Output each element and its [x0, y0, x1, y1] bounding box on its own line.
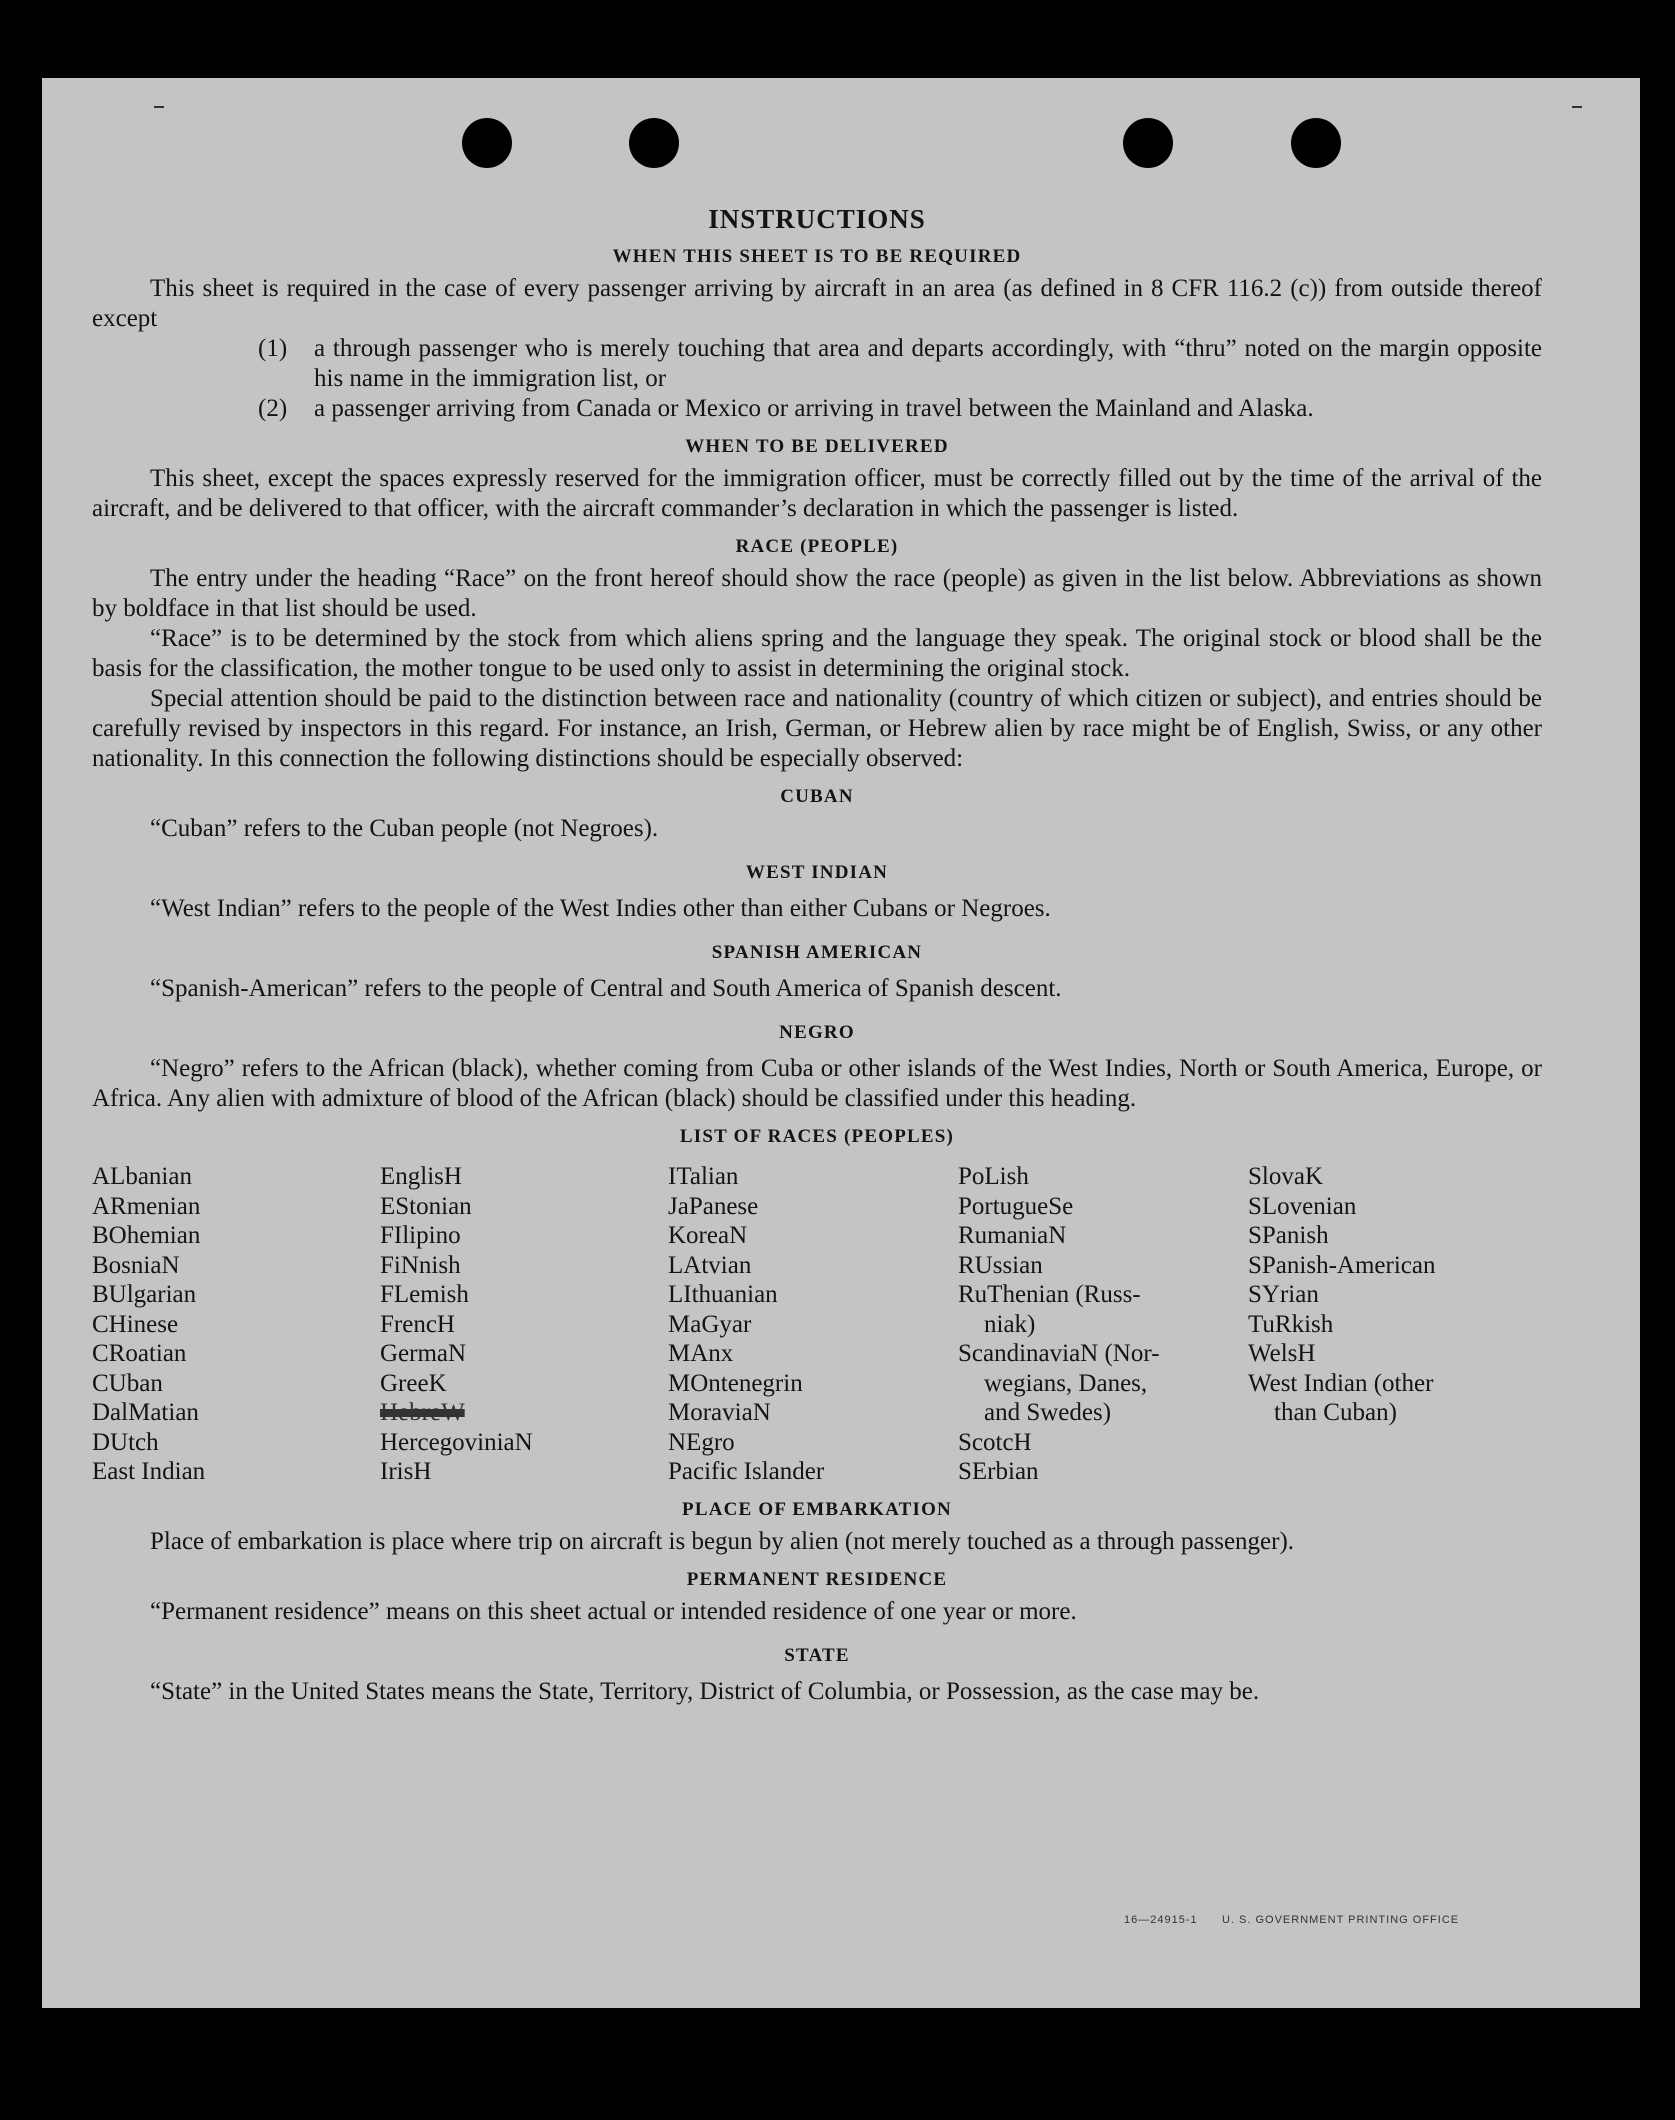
race-paragraph-3: Special attention should be paid to the distinction between race and nationality (country of which citizen or subject), and entries should be carefully revised by inspectors in this regard. For instance, an Irish, German, or Hebrew alien by race might be of English, Swiss, or any other nationality. In this connection the following distinctions should be especially observed: [92, 685, 1542, 772]
printer-imprint [1124, 1914, 1459, 1926]
race-paragraph-1: The entry under the heading “Race” on the front hereof should show the race (people) as given in the list below. Abbreviations as shown by boldface in that list should be used. [92, 565, 1542, 622]
exception-number: (1) [258, 335, 288, 362]
race-entry: RUssian [958, 1251, 1043, 1279]
race-entry: ScandinaviaN (Nor- [958, 1340, 1160, 1367]
race-entry: MoraviaN [668, 1399, 771, 1426]
exception-text: a through passenger who is merely touching that area and departs accordingly, with “thru” noted on the margin opposite his name in the immigration list, or [314, 335, 1542, 392]
race-entry: DUtch [92, 1428, 159, 1456]
exception-text: a passenger arriving from Canada or Mexico or arriving in travel between the Mainland and Alaska. [314, 395, 1314, 422]
embarkation-text: Place of embarkation is place where trip on aircraft is begun by alien (not merely touched as a through passenger). [150, 1527, 1295, 1555]
races-column [380, 1162, 668, 1487]
race-entry: ARmenian [92, 1192, 201, 1220]
race-entry: CHinese [92, 1310, 179, 1338]
section-heading-embarkation: PLACE OF EMBARKATION [682, 1498, 952, 1520]
race-entry: LIthuanian [668, 1281, 778, 1308]
section-heading-state: STATE [784, 1644, 850, 1666]
races-column [668, 1162, 958, 1487]
race-entry: HercegoviniaN [380, 1428, 533, 1456]
race-entry: TuRkish [1248, 1310, 1334, 1338]
section-heading-negro: NEGRO [779, 1022, 855, 1043]
race-entry: LAtvian [668, 1251, 752, 1279]
race-entry: FLemish [380, 1281, 469, 1308]
race-entry: FIlipino [380, 1222, 461, 1249]
race-entry: EnglisH [380, 1163, 462, 1190]
race-entry: SPanish [1248, 1222, 1329, 1249]
exception-item [92, 394, 1542, 424]
races-column [958, 1162, 1248, 1487]
punch-hole [1123, 118, 1173, 168]
race-entry: BOhemian [92, 1222, 201, 1249]
scan-mark [154, 106, 164, 108]
race-entry: GreeK [380, 1369, 447, 1397]
west-indian-text: “West Indian” refers to the people of the West Indies other than either Cubans or Negroes. [150, 895, 1051, 922]
race-entry: BUlgarian [92, 1281, 197, 1308]
spanish-american-text: “Spanish-American” refers to the people of Central and South America of Spanish descent. [150, 975, 1062, 1002]
race-paragraph-2: “Race” is to be determined by the stock from which aliens spring and the language they speak. The original stock or blood shall be the basis for the classification, the mother tongue to be used only to assist in determining the original stock. [92, 625, 1542, 682]
state-text: “State” in the United States means the State, Territory, District of Columbia, or Possession, as the case may be. [150, 1677, 1260, 1705]
race-entry: CRoatian [92, 1340, 187, 1367]
section-heading-delivered: WHEN TO BE DELIVERED [685, 436, 949, 457]
section-heading-cuban: CUBAN [780, 786, 854, 807]
race-entry-continued: niak) [984, 1310, 1036, 1338]
race-entry: FrencH [380, 1310, 455, 1338]
race-entry: SLovenian [1248, 1192, 1357, 1220]
races-table [92, 1162, 1542, 1487]
race-entry: SYrian [1248, 1281, 1319, 1308]
race-entry: SErbian [958, 1458, 1039, 1485]
race-entry: West Indian (other [1248, 1369, 1434, 1397]
race-entry: FiNnish [380, 1251, 461, 1279]
instructions-content [92, 204, 1542, 1707]
race-entry: Pacific Islander [668, 1458, 825, 1485]
race-entry: MAnx [668, 1340, 734, 1367]
exception-item [92, 334, 1542, 394]
punch-hole [462, 118, 512, 168]
race-entry: BosniaN [92, 1251, 180, 1279]
exception-number: (2) [258, 395, 288, 422]
race-entry: RuThenian (Russ- [958, 1281, 1141, 1308]
residence-text: “Permanent residence” means on this sheet actual or intended residence of one year or more. [150, 1597, 1077, 1625]
delivered-text: This sheet, except the spaces expressly reserved for the immigration officer, must be correctly filled out by the time of the arrival of the aircraft, and be delivered to that officer, with the aircraft commander’s declaration in which the passenger is listed. [92, 465, 1542, 522]
race-entry: GermaN [380, 1340, 467, 1367]
form-number: 16—24915-1 [1124, 1914, 1198, 1926]
punch-hole [629, 118, 679, 168]
race-entry: MOntenegrin [668, 1369, 803, 1397]
race-entry: PoLish [958, 1163, 1029, 1190]
section-heading-list-of-races: LIST OF RACES (PEOPLES) [679, 1126, 955, 1147]
races-column [1248, 1162, 1518, 1487]
section-heading-west-indian: WEST INDIAN [745, 862, 889, 883]
printer-name: U. S. GOVERNMENT PRINTING OFFICE [1221, 1914, 1460, 1926]
section-heading-spanish-american: SPANISH AMERICAN [711, 942, 923, 963]
page-title: INSTRUCTIONS [708, 204, 926, 234]
section-heading-required: WHEN THIS SHEET IS TO BE REQUIRED [612, 246, 1022, 267]
race-entry: SlovaK [1248, 1163, 1323, 1190]
race-entry-struck: HebreW [380, 1399, 465, 1426]
race-entry: KoreaN [668, 1222, 748, 1249]
race-entry: MaGyar [668, 1310, 752, 1338]
race-entry-continued: wegians, Danes, [984, 1369, 1148, 1397]
negro-text: “Negro” refers to the African (black), whether coming from Cuba or other islands of the West Indies, North or South America, Europe, or Africa. Any alien with admixture of blood of the African (black) should be classified under this heading. [92, 1055, 1542, 1112]
required-intro: This sheet is required in the case of every passenger arriving by aircraft in an area (as defined in 8 CFR 116.2 (c)) from outside thereof except [92, 275, 1542, 332]
race-entry: JaPanese [668, 1192, 759, 1220]
race-entry: NEgro [668, 1428, 735, 1456]
race-entry: IrisH [380, 1458, 432, 1485]
race-entry: WelsH [1248, 1340, 1316, 1367]
section-heading-race: RACE (PEOPLE) [735, 536, 899, 557]
punch-hole [1291, 118, 1341, 168]
race-entry: EStonian [380, 1192, 472, 1220]
race-entry: ALbanian [92, 1163, 192, 1190]
section-heading-residence: PERMANENT RESIDENCE [686, 1568, 948, 1590]
race-entry: PortugueSe [958, 1192, 1074, 1220]
race-entry: RumaniaN [958, 1222, 1067, 1249]
race-entry-continued: than Cuban) [1274, 1399, 1397, 1426]
scan-mark [1572, 106, 1582, 108]
race-entry: ScotcH [958, 1428, 1032, 1456]
race-entry: CUban [92, 1369, 163, 1397]
document-page [42, 78, 1640, 2008]
race-entry: East Indian [92, 1458, 206, 1485]
race-entry-continued: and Swedes) [984, 1399, 1112, 1426]
races-column [92, 1162, 380, 1487]
race-entry: DalMatian [92, 1399, 199, 1426]
cuban-text: “Cuban” refers to the Cuban people (not Negroes). [150, 815, 659, 842]
race-entry: ITalian [668, 1163, 739, 1190]
race-entry: SPanish-American [1248, 1251, 1436, 1279]
